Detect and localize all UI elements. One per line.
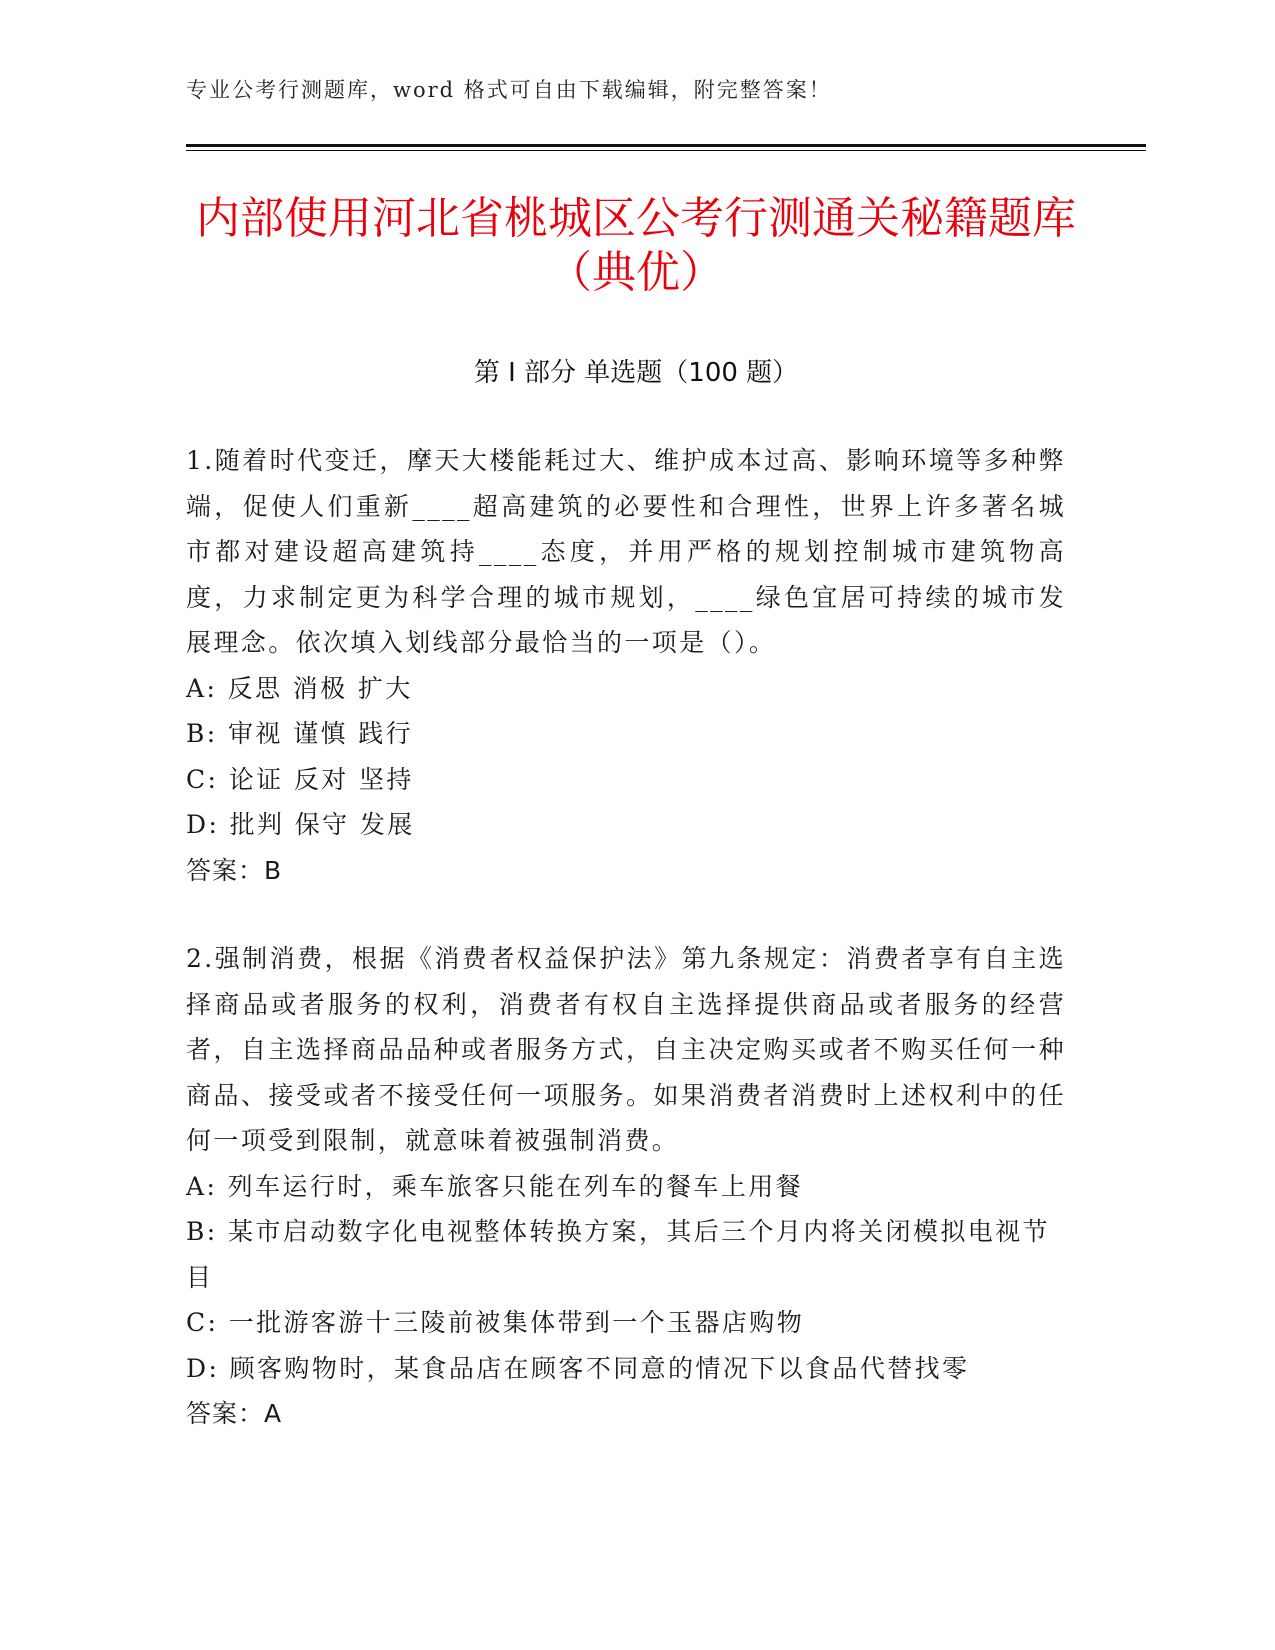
option-c: C: 论证 反对 坚持 bbox=[186, 764, 414, 794]
option-c: C: 一批游客游十三陵前被集体带到一个玉器店购物 bbox=[186, 1308, 805, 1337]
question-stem: 1.随着时代变迁，摩天大楼能耗过大、维护成本过高、影响环境等多种弊端，促使人们重新____超高建筑的必要性和合理性，世界上许多著名城市都对建设超高建筑持____态度，并用严格的规划控制城市建筑物高度，力求制定更为科学合理的城市规划，____绿色宜居可持续的城市发展理念。依次填入划线部分最恰当的一项是（）。 bbox=[186, 446, 1066, 657]
section-title: 第 I 部分 单选题（100 题） bbox=[473, 358, 799, 388]
header-rule-thin bbox=[186, 150, 1146, 151]
header-note: 专业公考行测题库，word 格式可自由下载编辑，附完整答案！ bbox=[186, 78, 832, 102]
question-stem: 2.强制消费，根据《消费者权益保护法》第九条规定：消费者享有自主选择商品或者服务的权利，消费者有权自主选择提供商品或者服务的经营者，自主选择商品品种或者服务方式，自主决定购买或者不购买任何一种商品、接受或者不接受任何一项服务。如果消费者消费时上述权利中的任何一项受到限制，就意味着被强制消费。 bbox=[186, 944, 1066, 1155]
option-b: B: 某市启动数字化电视整体转换方案，其后三个月内将关闭模拟电视节目 bbox=[186, 1217, 1050, 1292]
option-d: D: 顾客购物时，某食品店在顾客不同意的情况下以食品代替找零 bbox=[186, 1353, 970, 1383]
option-a: A: 反思 消极 扩大 bbox=[186, 673, 413, 703]
answer: 答案：A bbox=[186, 1399, 283, 1428]
question-2 bbox=[186, 936, 1066, 1437]
option-b: B: 审视 谨慎 践行 bbox=[186, 719, 414, 748]
option-a: A: 列车运行时，乘车旅客只能在列车的餐车上用餐 bbox=[186, 1171, 804, 1201]
answer: 答案：B bbox=[186, 855, 283, 885]
document-title: 内部使用河北省桃城区公考行测通关秘籍题库（典优） bbox=[196, 193, 1076, 298]
question-1 bbox=[186, 438, 1066, 893]
option-d: D: 批判 保守 发展 bbox=[186, 810, 415, 839]
header-rule-thick bbox=[186, 144, 1146, 147]
